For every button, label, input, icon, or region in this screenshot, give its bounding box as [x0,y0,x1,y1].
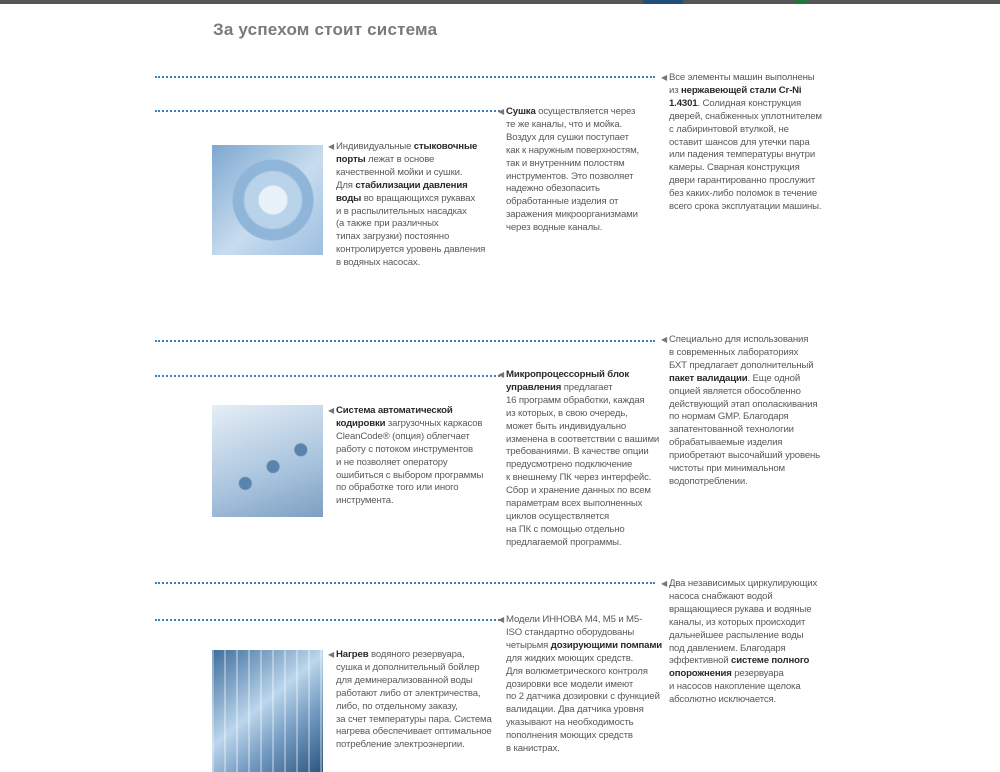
highlight-text: стыковочные порты [336,141,478,165]
body-text: . Еще одной опцией является обособленно действующий этап ополаскивания по нормам GMP. Благодаря запатентованной технологии обрабатываемые изделия приобретают высочайший уровень чистоты при минимальном водопотреблении. [669,372,821,487]
arrow-marker-icon: ◀ [498,370,505,379]
text-block-microprocessor [498,369,666,550]
text-block-drying [498,106,666,235]
highlight-text: системе полного опорожнения [669,655,810,680]
highlight-text: пакет валидации [669,372,748,384]
divider [155,110,500,112]
arrow-marker-icon: ◀ [661,579,668,588]
body-text: Индивидуальные [336,141,414,152]
arrow-marker-icon: ◀ [661,335,668,344]
body-text: Специально для использования в современных лабораториях БХТ предлагает дополнительный [669,334,814,371]
top-bar-tab [643,0,683,4]
text-block-heating [328,649,496,752]
text-block-auto-coding [328,405,486,508]
arrow-marker-icon: ◀ [328,650,335,659]
top-bar-icon [795,0,807,4]
body-text: для жидких моющих средств. Для волюметрического контроля дозировки все модели имеют по 2 датчика дозировки с функцией валидации. Два датчика уровня указывают на необходимость пополнения моющих средств в канистрах. [506,652,660,755]
body-text: загрузочных каркасов CleanCode® (опция) облегчает работу с потоком инструментов и не позволяет оператору ошибиться с выбором программы по обработке того или иного инструмента. [336,417,484,507]
highlight-text: Сушка [506,106,536,117]
highlight-text: дозирующими помпами [550,639,663,651]
text-block-circulation-pumps [661,578,834,707]
text-block-stainless-steel [661,72,834,214]
arrow-marker-icon: ◀ [328,406,335,415]
body-text: предлагает 16 программ обработки, каждая из которых, в свою очередь, может быть индивидуально изменена в соответствии с вашими требованиями. В качестве опции предусмотрено подключение к внешнему ПК через интерфейс. Сбор и хранение данных по всем параметрам всех выполненных циклов осуществляется на ПК с помощью отдельно предлагаемой программы. [506,381,660,548]
highlight-text: стабилизации давления воды [336,179,468,204]
body-text: Все элементы машин выполнены из [669,72,815,96]
top-bar [0,0,1000,4]
arrow-marker-icon: ◀ [661,73,668,82]
page-title: За успехом стоит система [213,20,438,39]
arrow-marker-icon: ◀ [498,107,505,116]
wash-chamber-photo [212,650,323,772]
body-text: во вращающихся рукавах и в распылительных насадках (а также при различных типах загрузки) постоянно контролируется уровень давления в водяных насосах. [336,192,486,269]
divider [155,619,500,621]
docking-port-photo [212,145,323,255]
body-text: Два независимых циркулирующих насоса снабжают водой вращающиеся рукава и водяные каналы, из которых происходит дальнейшее распыление воды под давлением. Благодаря эффективной [669,578,818,667]
divider [155,76,655,78]
body-text: . Солидная конструкция дверей, снабженных уплотнителем с лабиринтовой втулкой, не оставит шансов для утечки пара или падения температуры внутри камеры. Сварная конструкция двери гарантированно прослужит без каких-либо поломок в течение всего срока эксплуатации машины. [669,97,822,213]
text-block-docking-ports [328,141,486,270]
highlight-text: Нагрев [336,649,369,660]
arrow-marker-icon: ◀ [498,615,505,624]
body-text: резервуара и насосов накопление щелока абсолютно исключается. [669,668,801,706]
divider [155,582,655,584]
coding-system-photo [212,405,323,517]
divider [155,340,655,342]
body-text: лежат в основе качественной мойки и сушки. Для [336,153,463,191]
text-block-validation [661,334,834,489]
highlight-text: нержавеющей стали Cr-Ni 1.4301 [669,84,802,109]
divider [155,375,500,377]
body-text: водяного резервуара, сушка и дополнительный бойлер для деминерализованной воды работают либо от электричества, либо, по отдельному заказу, за счет температуры пара. Система нагрева обеспечивает оптимальное потребление электроэнергии. [336,649,492,751]
highlight-text: Микропроцессорный блок управления [506,369,629,393]
body-text: Модели ИННОВА М4, М5 и М5- ISO стандартно оборудованы четырьмя [506,614,643,651]
body-text: осуществляется через те же каналы, что и мойка. Воздух для сушки поступает как к наружным поверхностям, так и внутренним полостям инструментов. Это позволяет надежно обезопасить обработанные изделия от заражения микроорганизмами через водные каналы. [506,106,640,234]
highlight-text: Система автоматической кодировки [336,405,453,429]
text-block-dosing-pumps [498,614,671,756]
arrow-marker-icon: ◀ [328,142,335,151]
